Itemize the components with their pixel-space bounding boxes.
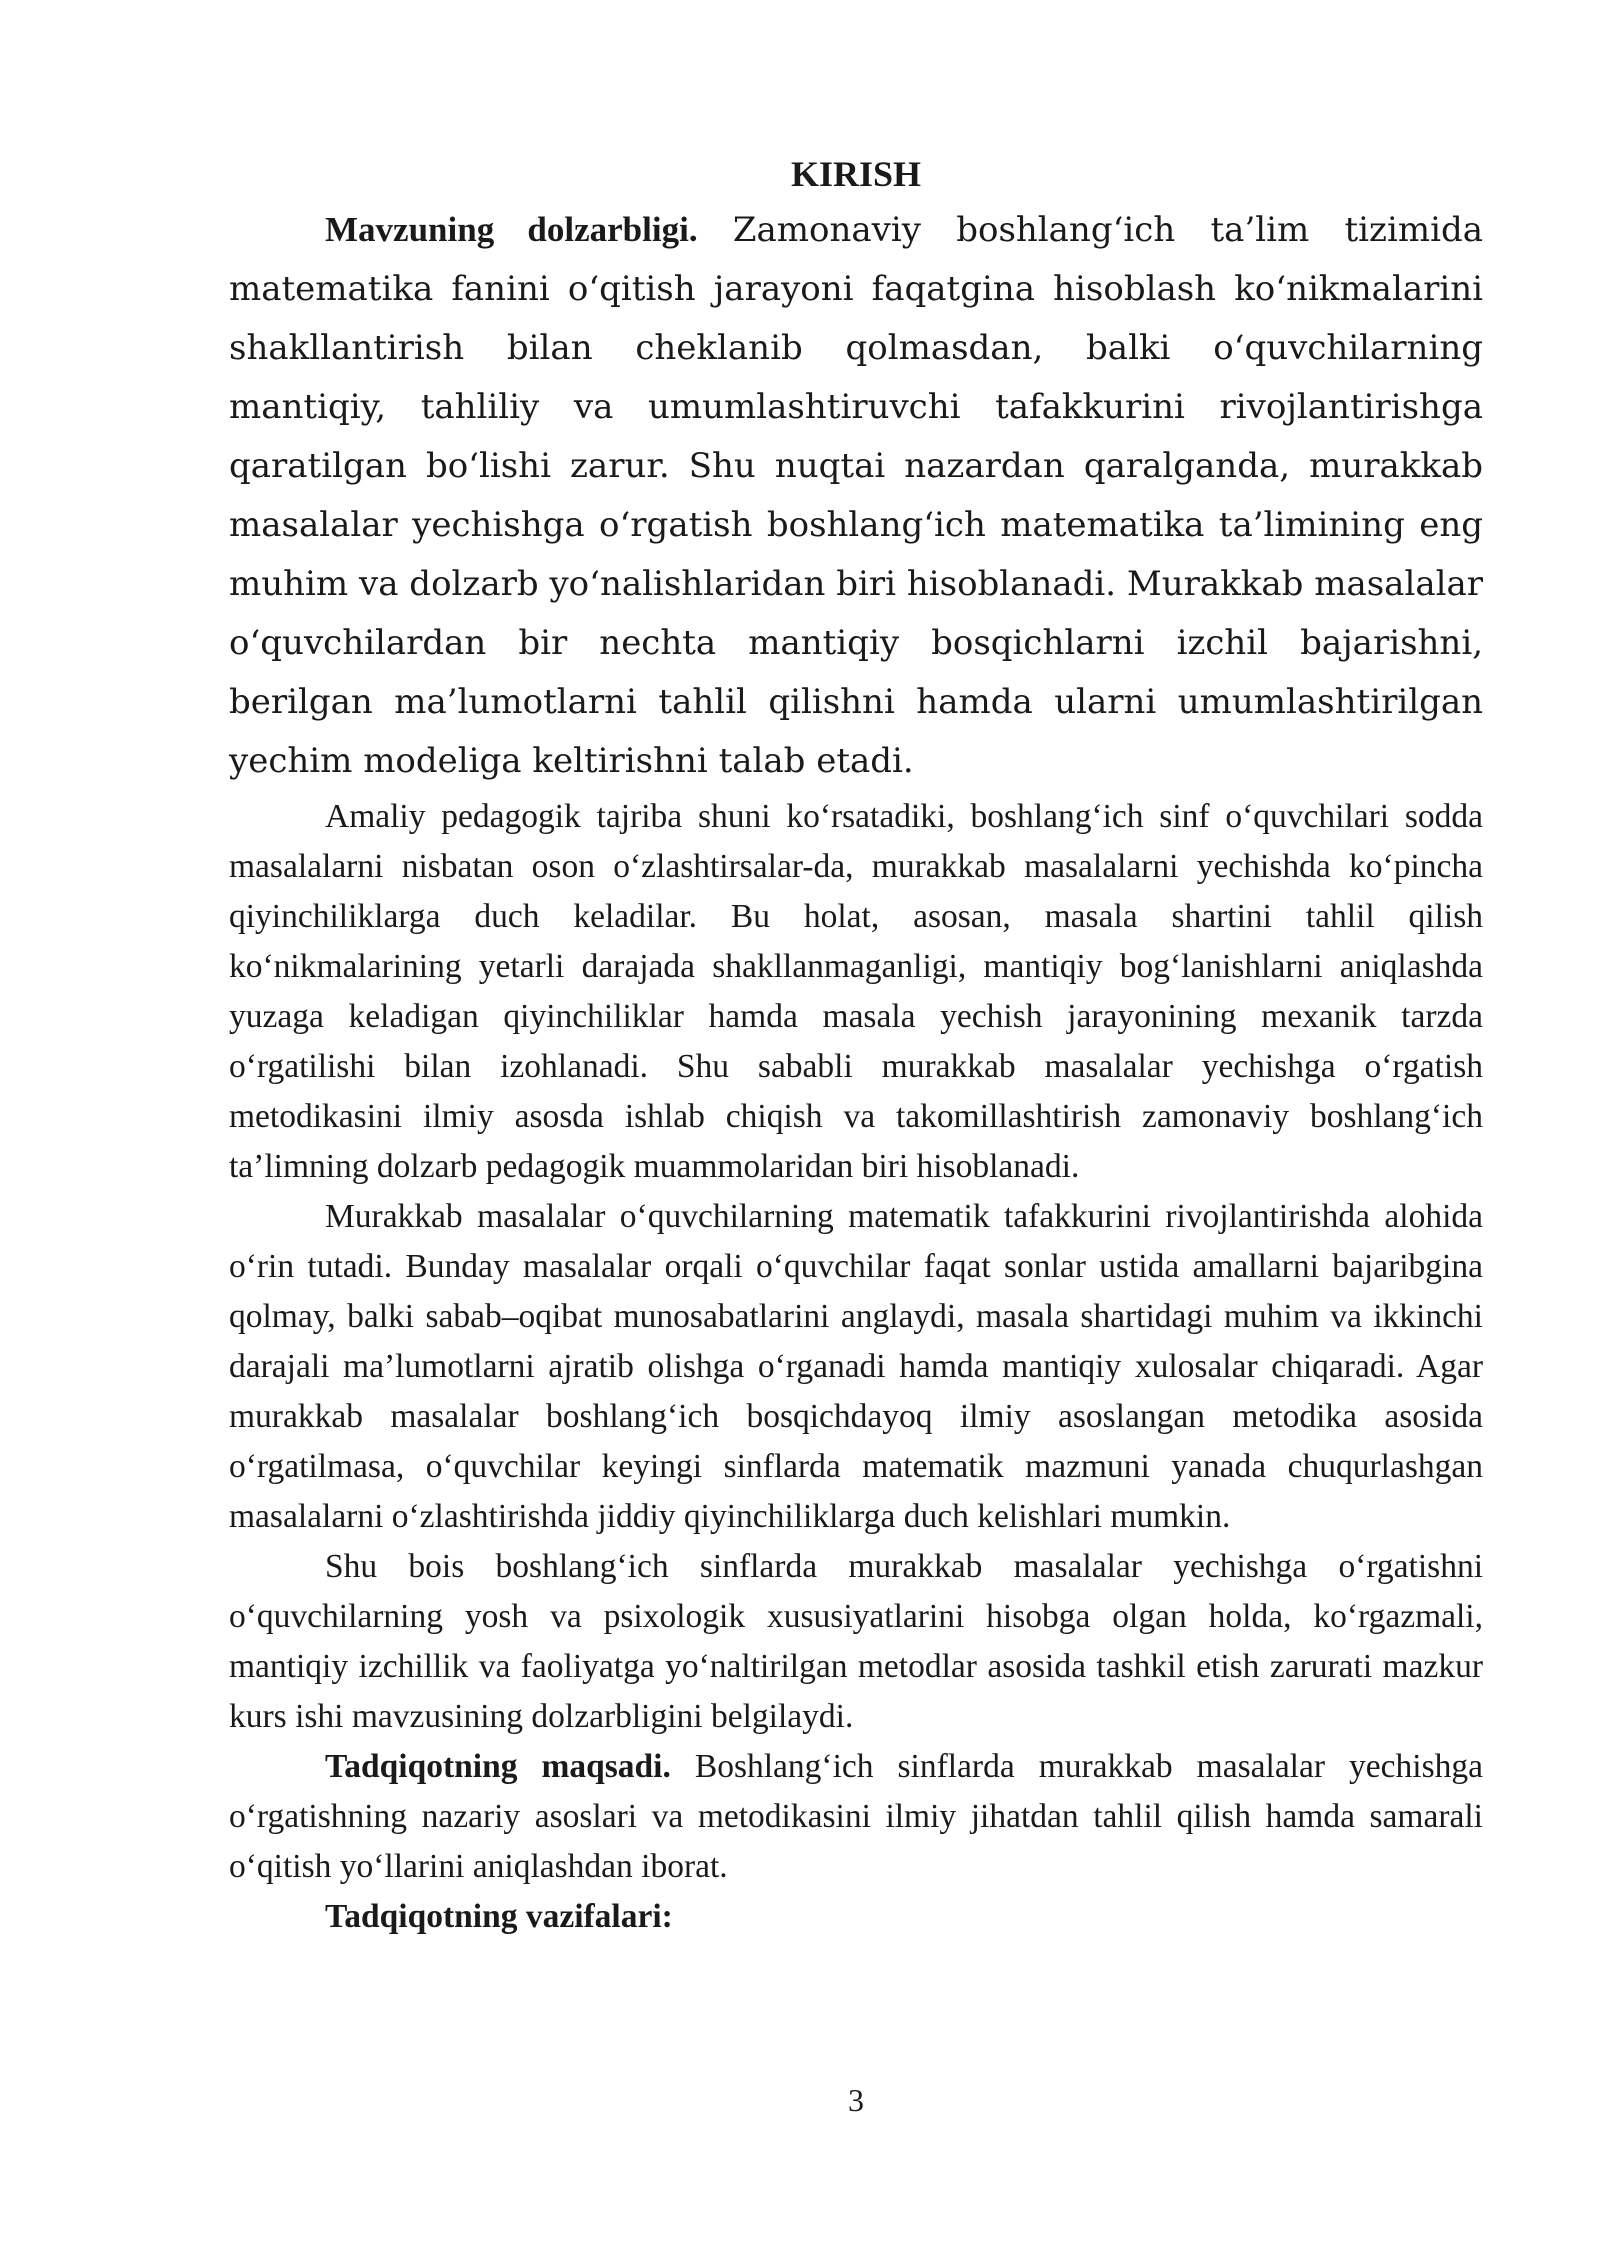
goal-label: Tadqiqotning maqsadi.	[325, 1748, 671, 1785]
goal-paragraph	[229, 1742, 1483, 1892]
tasks-heading-paragraph	[229, 1892, 1483, 1942]
relevance-paragraph	[229, 200, 1483, 791]
tasks-heading: Tadqiqotning vazifalari:	[325, 1898, 673, 1935]
body-paragraph-1: Amaliy pedagogik tajriba shuni ko‘rsatadiki, boshlang‘ich sinf o‘quvchilari sodda masalalarni nisbatan oson o‘zlashtirsalar-da, murakkab masalalarni yechishda ko‘pincha qiyinchiliklarga duch keladilar. Bu holat, asosan, masala shartini tahlil qilish ko‘nikmalarining yetarli darajada shakllanmaganligi, mantiqiy bog‘lanishlarni aniqlashda yuzaga keladigan qiyinchiliklar hamda masala yechish jarayonining mexanik tarzda o‘rgatilishi bilan izohlanadi. Shu sababli murakkab masalalar yechishga o‘rgatish metodikasini ilmiy asosda ishlab chiqish va takomillashtirish zamonaviy boshlang‘ich ta’limning dolzarb pedagogik muammolaridan biri hisoblanadi.	[229, 798, 1483, 1185]
body-paragraph-3: Shu bois boshlang‘ich sinflarda murakkab masalalar yechishga o‘rgatishni o‘quvchilarning yosh va psixologik xususiyatlarini hisobga olgan holda, ko‘rgazmali, mantiqiy izchillik va faoliyatga yo‘naltirilgan metodlar asosida tashkil etish zarurati mazkur kurs ishi mavzusining dolzarbligini belgilaydi.	[229, 1548, 1483, 1735]
relevance-text: Zamonaviy boshlang‘ich ta’lim tizimida matematika fanini o‘qitish jarayoni faqatgina hisoblash ko‘nikmalarini shakllantirish bilan cheklanib qolmasdan, balki o‘quvchilarning mantiqiy, tahliliy va umumlashtiruvchi tafakkurini rivojlantirishga qaratilgan bo‘lishi zarur. Shu nuqtai nazardan qaralganda, murakkab masalalar yechishga o‘rgatish boshlang‘ich matematika ta’limining eng muhim va dolzarb yo‘nalishlaridan biri hisoblanadi. Murakkab masalalar o‘quvchilardan bir nechta mantiqiy bosqichlarni izchil bajarishni, berilgan ma’lumotlarni tahlil qilishni hamda ularni umumlashtirilgan yechim modeliga keltirishni talab etadi.	[229, 210, 1483, 781]
body-text	[229, 792, 1483, 1942]
relevance-label: Mavzuning dolzarbligi.	[325, 210, 698, 249]
body-paragraph-2: Murakkab masalalar o‘quvchilarning matematik tafakkurini rivojlantirishda alohida o‘rin tutadi. Bunday masalalar orqali o‘quvchilar faqat sonlar ustida amallarni bajaribgina qolmay, balki sabab–oqibat munosabatlarini anglaydi, masala shartidagi muhim va ikkinchi darajali ma’lumotlarni ajratib olishga o‘rganadi hamda mantiqiy xulosalar chiqaradi. Agar murakkab masalalar boshlang‘ich bosqichdayoq ilmiy asoslangan metodika asosida o‘rgatilmasa, o‘quvchilar keyingi sinflarda matematik mazmuni yanada chuqurlashgan masalalarni o‘zlashtirishda jiddiy qiyinchiliklarga duch kelishlari mumkin.	[229, 1198, 1483, 1535]
document-page	[229, 0, 1483, 2262]
page-title: KIRISH	[790, 154, 922, 194]
goal-text: Boshlang‘ich sinflarda murakkab masalalar yechishga o‘rgatishning nazariy asoslari va metodikasini ilmiy jihatdan tahlil qilish hamda samarali o‘qitish yo‘llarini aniqlashdan iborat.	[229, 1748, 1483, 1885]
page-number: 3	[848, 2082, 864, 2118]
